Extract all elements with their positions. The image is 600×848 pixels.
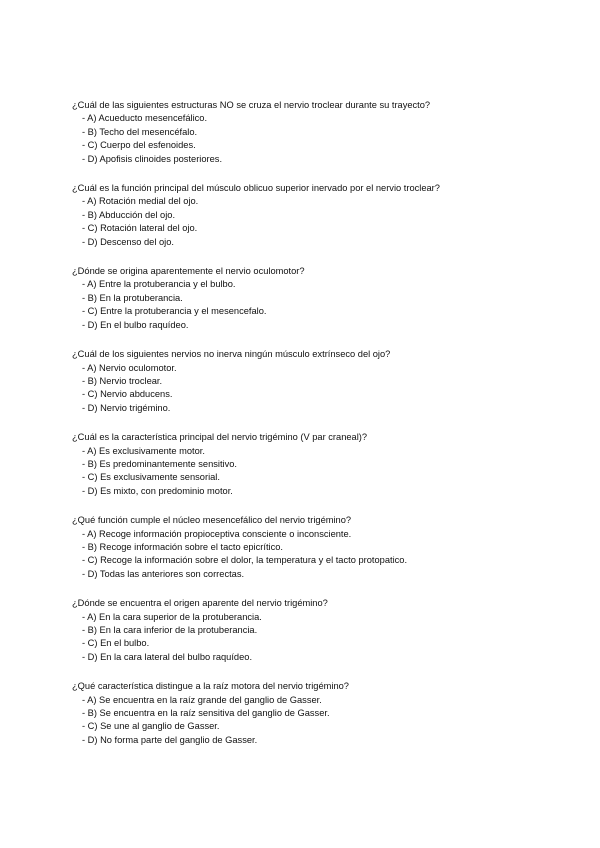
option-a: - A) Entre la protuberancia y el bulbo. — [82, 279, 236, 290]
option-list — [72, 445, 572, 499]
option-c: - C) Es exclusivamente sensorial. — [82, 472, 220, 483]
option-list — [72, 362, 572, 416]
question-text: ¿Qué función cumple el núcleo mesencefálico del nervio trigémino? — [72, 515, 352, 526]
question-text: ¿Dónde se origina aparentemente el nervio oculomotor? — [72, 266, 305, 277]
option-c: - C) Cuerpo del esfenoides. — [82, 140, 196, 151]
option-a: - A) Es exclusivamente motor. — [82, 445, 205, 456]
question-8 — [72, 680, 572, 747]
question-text: ¿Dónde se encuentra el origen aparente del nervio trigémino? — [72, 598, 328, 609]
option-d: - D) En la cara lateral del bulbo raquídeo. — [82, 651, 253, 662]
question-text: ¿Qué característica distingue a la raíz motora del nervio trigémino? — [72, 681, 349, 692]
option-b: - B) Es predominantemente sensitivo. — [82, 458, 238, 469]
option-d: - D) Descenso del ojo. — [82, 236, 174, 247]
option-c: - C) Entre la protuberancia y el mesencefalo. — [82, 306, 267, 317]
option-list — [72, 694, 572, 748]
option-d: - D) Es mixto, con predominio motor. — [82, 485, 233, 496]
quiz-document — [72, 99, 572, 763]
option-list — [72, 278, 572, 332]
option-d: - D) No forma parte del ganglio de Gasser. — [82, 734, 258, 745]
option-a: - A) Acueducto mesencefálico. — [82, 113, 208, 124]
option-b: - B) Abducción del ojo. — [82, 209, 176, 220]
option-d: - D) Apofisis clinoides posteriores. — [82, 153, 223, 164]
option-b: - B) Nervio troclear. — [82, 375, 163, 386]
option-c: - C) Se une al ganglio de Gasser. — [82, 721, 220, 732]
option-a: - A) En la cara superior de la protuberancia. — [82, 611, 262, 622]
question-3 — [72, 265, 572, 332]
option-b: - B) En la protuberancia. — [82, 292, 183, 303]
question-2 — [72, 182, 572, 249]
question-text: ¿Cuál de las siguientes estructuras NO se cruza el nervio troclear durante su trayecto? — [72, 100, 431, 110]
option-b: - B) En la cara inferior de la protuberancia. — [82, 625, 258, 635]
option-a: - A) Se encuentra en la raíz grande del ganglio de Gasser. — [82, 694, 322, 705]
question-text: ¿Cuál es la función principal del músculo oblicuo superior inervado por el nervio troclear? — [72, 183, 440, 194]
option-c: - C) Recoge la información sobre el dolor, la temperatura y el tacto protopatico. — [82, 555, 408, 566]
option-b: - B) Se encuentra en la raíz sensitiva del ganglio de Gasser. — [82, 708, 330, 719]
question-5 — [72, 431, 572, 498]
option-list — [72, 528, 572, 582]
option-list — [72, 195, 572, 249]
question-text: ¿Cuál es la característica principal del nervio trigémino (V par craneal)? — [72, 432, 368, 443]
option-a: - A) Nervio oculomotor. — [82, 362, 177, 373]
option-a: - A) Recoge información propioceptiva consciente o inconsciente. — [82, 528, 352, 539]
question-4 — [72, 348, 572, 415]
option-list — [72, 611, 572, 665]
option-b: - B) Recoge información sobre el tacto epicrítico. — [82, 541, 284, 552]
option-c: - C) En el bulbo. — [82, 638, 150, 649]
option-d: - D) Todas las anteriores son correctas. — [82, 568, 245, 579]
option-c: - C) Nervio abducens. — [82, 389, 173, 400]
option-b: - B) Techo del mesencéfalo. — [82, 126, 198, 137]
option-d: - D) Nervio trigémino. — [82, 402, 171, 413]
option-d: - D) En el bulbo raquídeo. — [82, 319, 189, 330]
question-1 — [72, 99, 572, 166]
option-a: - A) Rotación medial del ojo. — [82, 196, 199, 207]
question-text: ¿Cuál de los siguientes nervios no inerva ningún músculo extrínseco del ojo? — [72, 349, 391, 360]
question-7 — [72, 597, 572, 664]
question-6 — [72, 514, 572, 581]
option-c: - C) Rotación lateral del ojo. — [82, 223, 198, 234]
option-list — [72, 112, 572, 166]
